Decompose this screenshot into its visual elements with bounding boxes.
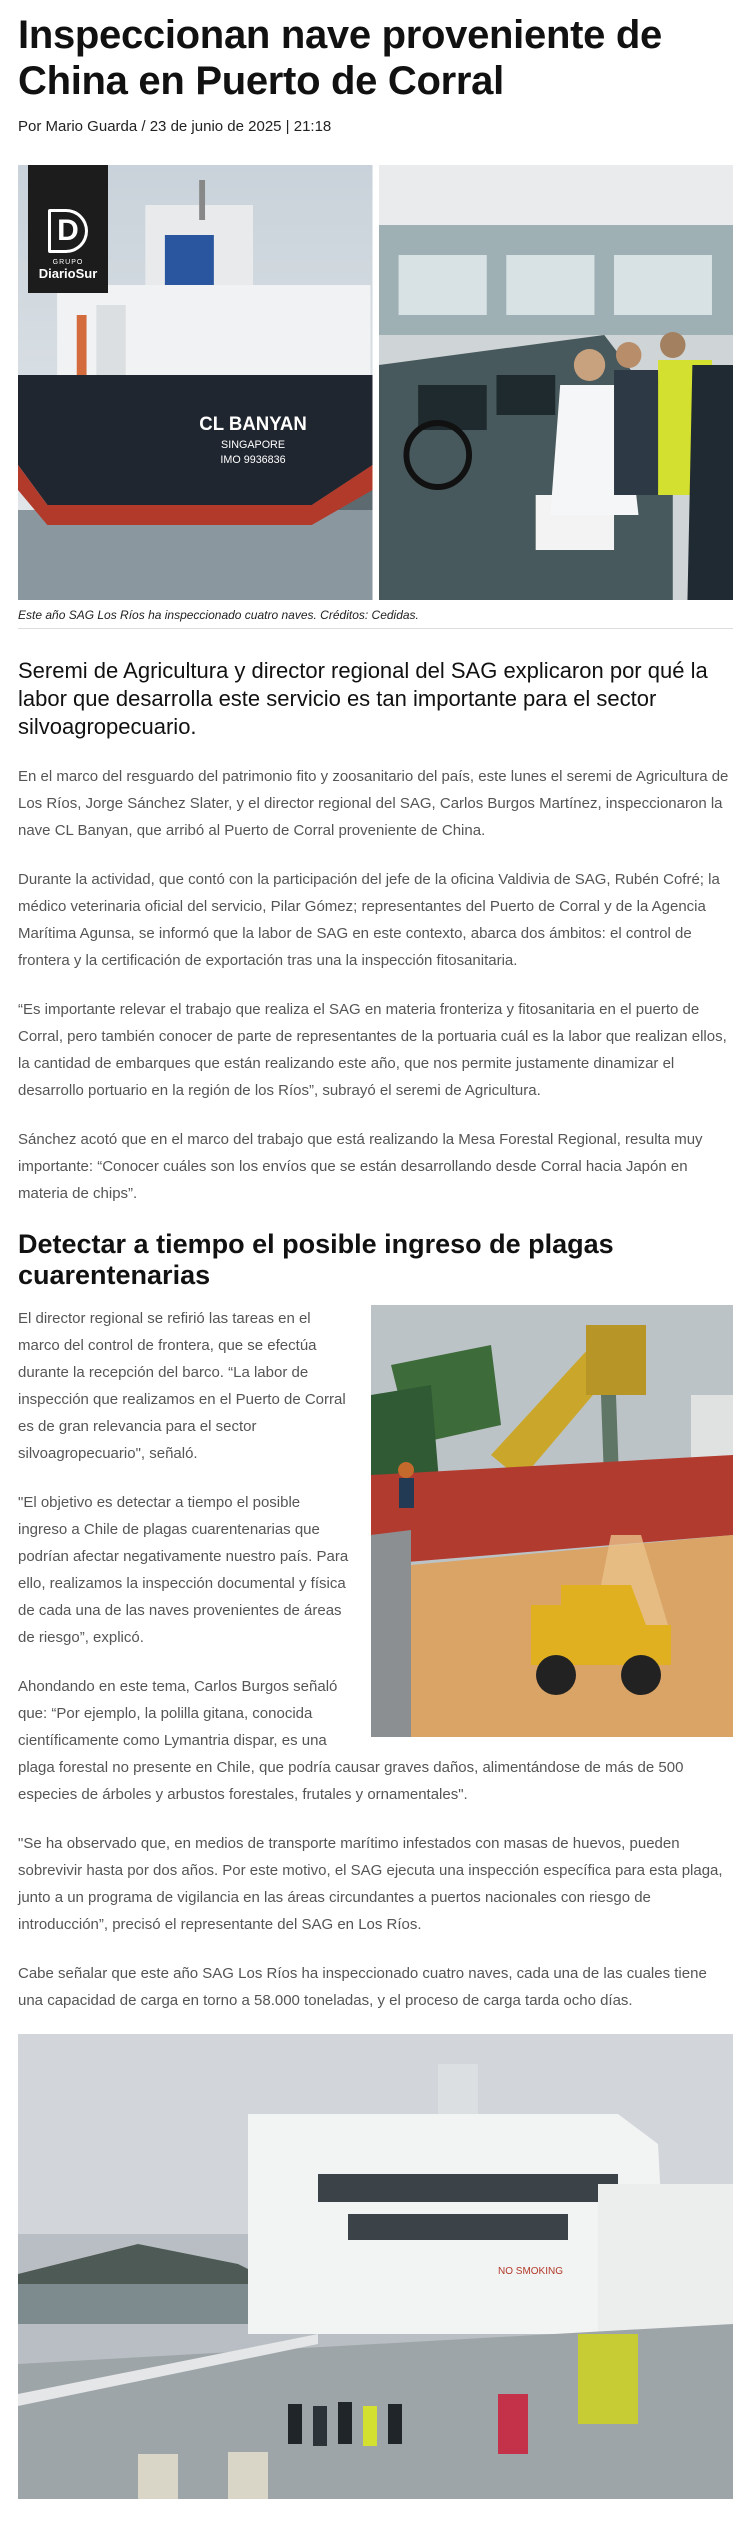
section-heading: Detectar a tiempo el posible ingreso de plagas cuarentenarias (18, 1229, 614, 1290)
no-smoking-sign: NO SMOKING (498, 2266, 564, 2277)
ship-photo (18, 165, 373, 600)
article-byline: Por Mario Guarda / 23 de junio de 2025 | 21:18 (18, 118, 332, 135)
bridge-photo (379, 165, 734, 600)
paragraph: En el marco del resguardo del patrimonio fito y zoosanitario del país, este lunes el seremi de Agricultura de Los Ríos, Jorge Sánchez Slater, y el director regional del SAG, Carlos Burgos Martínez, inspeccionaron la nave CL Banyan, que arribó al Puerto de Corral proveniente de China. (18, 768, 729, 839)
diariosur-logo: D GRUPO DiarioSur (28, 165, 108, 293)
ship-port: SINGAPORE (221, 438, 286, 452)
hero-caption: Este año SAG Los Ríos ha inspeccionado cuatro naves. Créditos: Cedidas. (18, 608, 733, 629)
paragraph: El director regional se refirió las tareas en el marco del control de frontera, que se efectúa durante la recepción del barco. “La labor de inspección que realizamos en el Puerto de Corral es de gran relevancia para el sector silvoagropecuario", señaló. (18, 1310, 346, 1462)
section-body (18, 1305, 733, 1808)
ship-imo: IMO 9936836 (220, 453, 286, 467)
article-lead: Seremi de Agricultura y director regional del SAG explicaron por qué la labor que desarrolla este servicio es tan importante para el sector silvoagropecuario. (18, 658, 708, 739)
paragraph: “Es importante relevar el trabajo que realiza el SAG en materia fronteriza y fitosanitaria en el puerto de Corral, pero también conocer de parte de representantes de la portuaria cuál es la labor que realizan ellos, la cantidad de embarques que están realizando este año, que nos permite justamente dinamizar el desarrollo portuario en la región de los Ríos”, subrayó el seremi de Agricultura. (18, 1001, 727, 1099)
article-title: Inspeccionan nave proveniente de China en Puerto de Corral (18, 13, 662, 103)
paragraph: "El objetivo es detectar a tiempo el posible ingreso a Chile de plagas cuarentenarias que podrían afectar negativamente nuestro país. Para ello, realizamos la inspección documental y física de cada una de las naves provenientes de áreas de riesgo”, explicó. (18, 1494, 349, 1646)
paragraph: Durante la actividad, que contó con la participación del jefe de la oficina Valdivia de SAG, Rubén Cofré; la médico veterinaria oficial del servicio, Pilar Gómez; representantes del Puerto de Corral y de la Agencia Marítima Agunsa, se informó que la labor de SAG en este contexto, abarca dos ámbitos: el control de frontera y la certificación de exportación tras una la inspección fitosanitaria. (18, 871, 720, 969)
paragraph: Cabe señalar que este año SAG Los Ríos ha inspeccionado cuatro naves, cada una de las cuales tiene una capacidad de carga en torno a 58.000 toneladas, y el proceso de carga tarda ocho días. (18, 1965, 707, 2009)
paragraph: Sánchez acotó que en el marco del trabajo que está realizando la Mesa Forestal Regional, resulta muy importante: “Conocer cuáles son los envíos que se están desarrollando desde Corral hacia Japón en materia de chips”. (18, 1131, 703, 1202)
ship-name: CL BANYAN (199, 412, 307, 435)
ship-deck-photo (18, 2034, 733, 2499)
loading-chips-photo (371, 1305, 733, 1737)
hero-images (18, 165, 733, 600)
paragraph: "Se ha observado que, en medios de transporte marítimo infestados con masas de huevos, pueden sobrevivir hasta por dos años. Por este motivo, el SAG ejecuta una inspección específica para esta plaga, junto a un programa de vigilancia en las áreas circundantes a puertos nacionales con riesgo de introducción”, precisó el representante del SAG en Los Ríos. (18, 1835, 723, 1933)
paragraph: Ahondando en este tema, Carlos Burgos señaló que: “Por ejemplo, la polilla gitana, conocida científicamente como Lymantria dispar, es una plaga forestal no presente en Chile, que podría causar graves daños, alimentándose de más de 500 especies de árboles y arbustos forestales, frutales y ornamentales". (18, 1678, 684, 1803)
